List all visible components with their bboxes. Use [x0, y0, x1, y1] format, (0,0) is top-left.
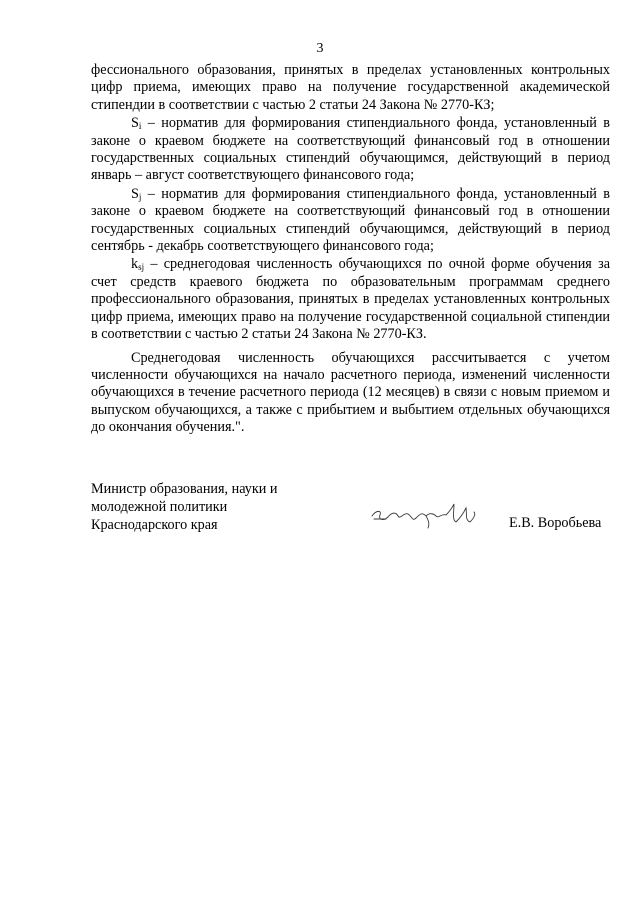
si-definition-text: – норматив для формирования стипендиального фонда, установленный в законе о краевом бюджете на соответствующий финансовый год в отношении государственных социальных стипендий обучающимся, действующий в период январь – август соответствующего финансового года;: [91, 115, 610, 184]
position-line: Краснодарского края: [91, 517, 218, 533]
handwritten-signature: [368, 500, 480, 530]
signer-name: Е.В. Воробьева: [509, 515, 602, 531]
paragraph-average-count: Среднегодовая численность обучающихся рассчитывается с учетом численности обучающихся на начало расчетного периода, изменений численности обучающихся в течение расчетного периода (12 месяцев) в связи с новым приемом и выпуском обучающихся, а также с прибытием и выбытием отдельных обучающихся до окончания обучения.".: [91, 349, 610, 436]
position-line: Министр образования, науки и: [91, 481, 278, 497]
ksj-definition-text: – среднегодовая численность обучающихся по очной форме обучения за счет средств краевого бюджета по образовательным программам среднего профессионального образования, принятых в пределах установленных контрольных цифр приема, имеющих право на получение государственной социальной стипендии в соответствии с частью 2 статьи 24 Закона № 2770-КЗ.: [91, 256, 610, 343]
subscript-j: j: [138, 191, 142, 202]
paragraph-sj-definition: [91, 186, 610, 256]
paragraph-ksj-definition: [91, 256, 610, 343]
subscript-i: i: [138, 121, 142, 132]
paragraph-si-definition: [91, 115, 610, 185]
subscript-sj: sj: [138, 262, 145, 273]
page-number: 3: [316, 41, 324, 56]
paragraph-continuation: фессионального образования, принятых в пределах установленных контрольных цифр приема, имеющих право на получение государственной академической стипендии в соответствии с частью 2 статьи 24 Закона № 2770-КЗ;: [91, 62, 610, 113]
sj-definition-text: – норматив для формирования стипендиального фонда, установленный в законе о краевом бюджете на соответствующий финансовый год в отношении государственных социальных стипендий обучающимся, действующий в период сентябрь - декабрь соответствующего финансового года;: [91, 185, 610, 255]
symbol-k: k: [131, 256, 139, 273]
position-line: молодежной политики: [91, 499, 228, 515]
document-body: [91, 62, 610, 437]
symbol-s: S: [131, 185, 139, 202]
symbol-s: S: [131, 115, 139, 132]
signatory-position: [91, 480, 278, 534]
